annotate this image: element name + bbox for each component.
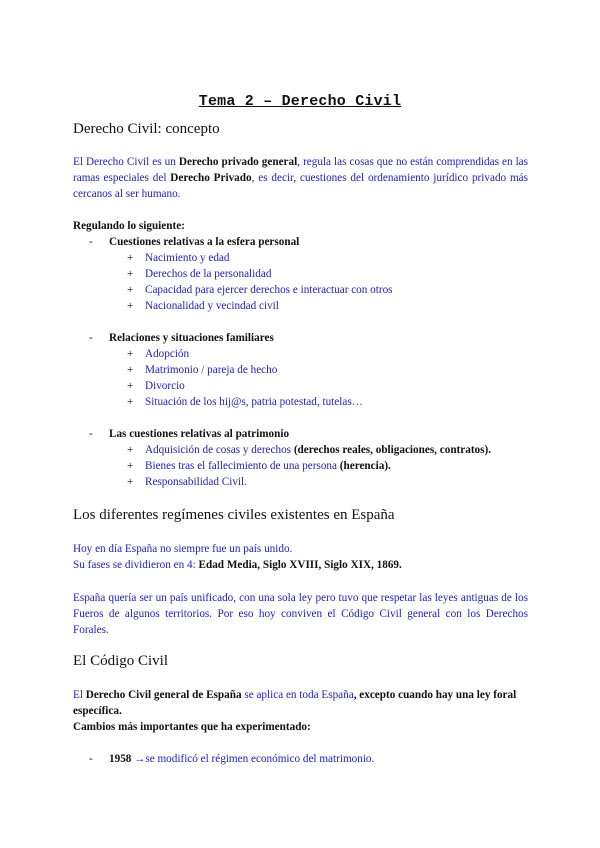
regimenes-paragraph: España quería ser un país unificado, con una sola ley pero tuvo que respetar las leyes antiguas de los Fueros de algunos territorios. Por eso hoy conviven el Código Civil general con los Derechos Forales. [73,592,528,636]
list-item [145,474,247,490]
list-item: Derechos de la personalidad [145,268,272,280]
list-dash: - [89,753,93,765]
list-item: Adopción [145,348,190,360]
cambio-item [109,751,374,767]
list-item: Capacidad para ejercer derechos e interactuar con otros [145,284,393,296]
plus-bullet: + [127,460,134,472]
text-run: , es decir, cuestiones del ordenamiento jurídico privado más cercanos al ser humano. [73,172,528,200]
text-run: se aplica en toda España [241,689,354,701]
list-dash: - [89,236,93,248]
section-heading-codigo: El Código Civil [73,653,169,669]
list-item [145,458,391,474]
regimenes-line-1: Hoy en día España no siempre fue un país unido. [73,543,293,555]
bold-run: Derecho Privado [170,172,252,184]
text-run: →se modificó el régimen económico del matrimonio. [131,753,375,765]
regulando-label: Regulando lo siguiente: [73,220,185,232]
bold-run: Derecho privado general [178,156,298,168]
list-item: Nacionalidad y vecindad civil [145,300,279,312]
list-dash: - [89,332,93,344]
text-run: Bienes tras el fallecimiento de una persona [145,460,340,472]
text-run: El Derecho Civil es un [73,156,179,168]
group-label-personal: Cuestiones relativas a la esfera personal [109,236,300,248]
plus-bullet: + [127,444,134,456]
list-dash: - [89,428,93,440]
regimenes-line-2 [73,557,402,573]
list-item: Matrimonio / pareja de hecho [145,364,278,376]
list-item: Nacimiento y edad [145,252,230,264]
plus-bullet: + [127,396,134,408]
text-run: , regula las cosas que no están comprendidas en las ramas especiales del [73,156,529,184]
bold-run: Derecho Civil general de España [85,689,242,701]
plus-bullet: + [127,284,134,296]
bold-run: (derechos reales, obligaciones, contratos). [293,444,492,456]
concepto-paragraph [73,154,528,202]
plus-bullet: + [127,476,134,488]
list-item [145,442,491,458]
bold-run: (herencia). [339,460,391,472]
plus-bullet: + [127,348,134,360]
list-item: Situación de los hij@s, patria potestad, tutelas… [145,396,363,408]
codigo-paragraph [73,687,528,719]
cambios-label: Cambios más importantes que ha experimentado: [73,721,311,733]
plus-bullet: + [127,300,134,312]
group-label-familiares: Relaciones y situaciones familiares [109,332,274,344]
bold-run: 1958 [109,753,132,765]
text-run: Responsabilidad Civil. [145,476,247,488]
text-run: Su fases se dividieron en 4: [73,559,199,571]
section-heading-concepto: Derecho Civil: concepto [73,121,220,137]
text-run: Adquisición de cosas y derechos [145,444,294,456]
bold-run: , excepto cuando hay una ley foral específica. [73,689,517,717]
bold-run: Edad Media, Siglo XVIII, Siglo XIX, 1869. [198,559,402,571]
page-title: Tema 2 – Derecho Civil [198,93,402,110]
plus-bullet: + [127,380,134,392]
text-run: El [73,689,86,701]
plus-bullet: + [127,268,134,280]
plus-bullet: + [127,252,134,264]
list-item: Divorcio [145,380,185,392]
section-heading-regimenes: Los diferentes regímenes civiles existentes en España [73,507,395,523]
plus-bullet: + [127,364,134,376]
group-label-patrimonio: Las cuestiones relativas al patrimonio [109,428,290,440]
